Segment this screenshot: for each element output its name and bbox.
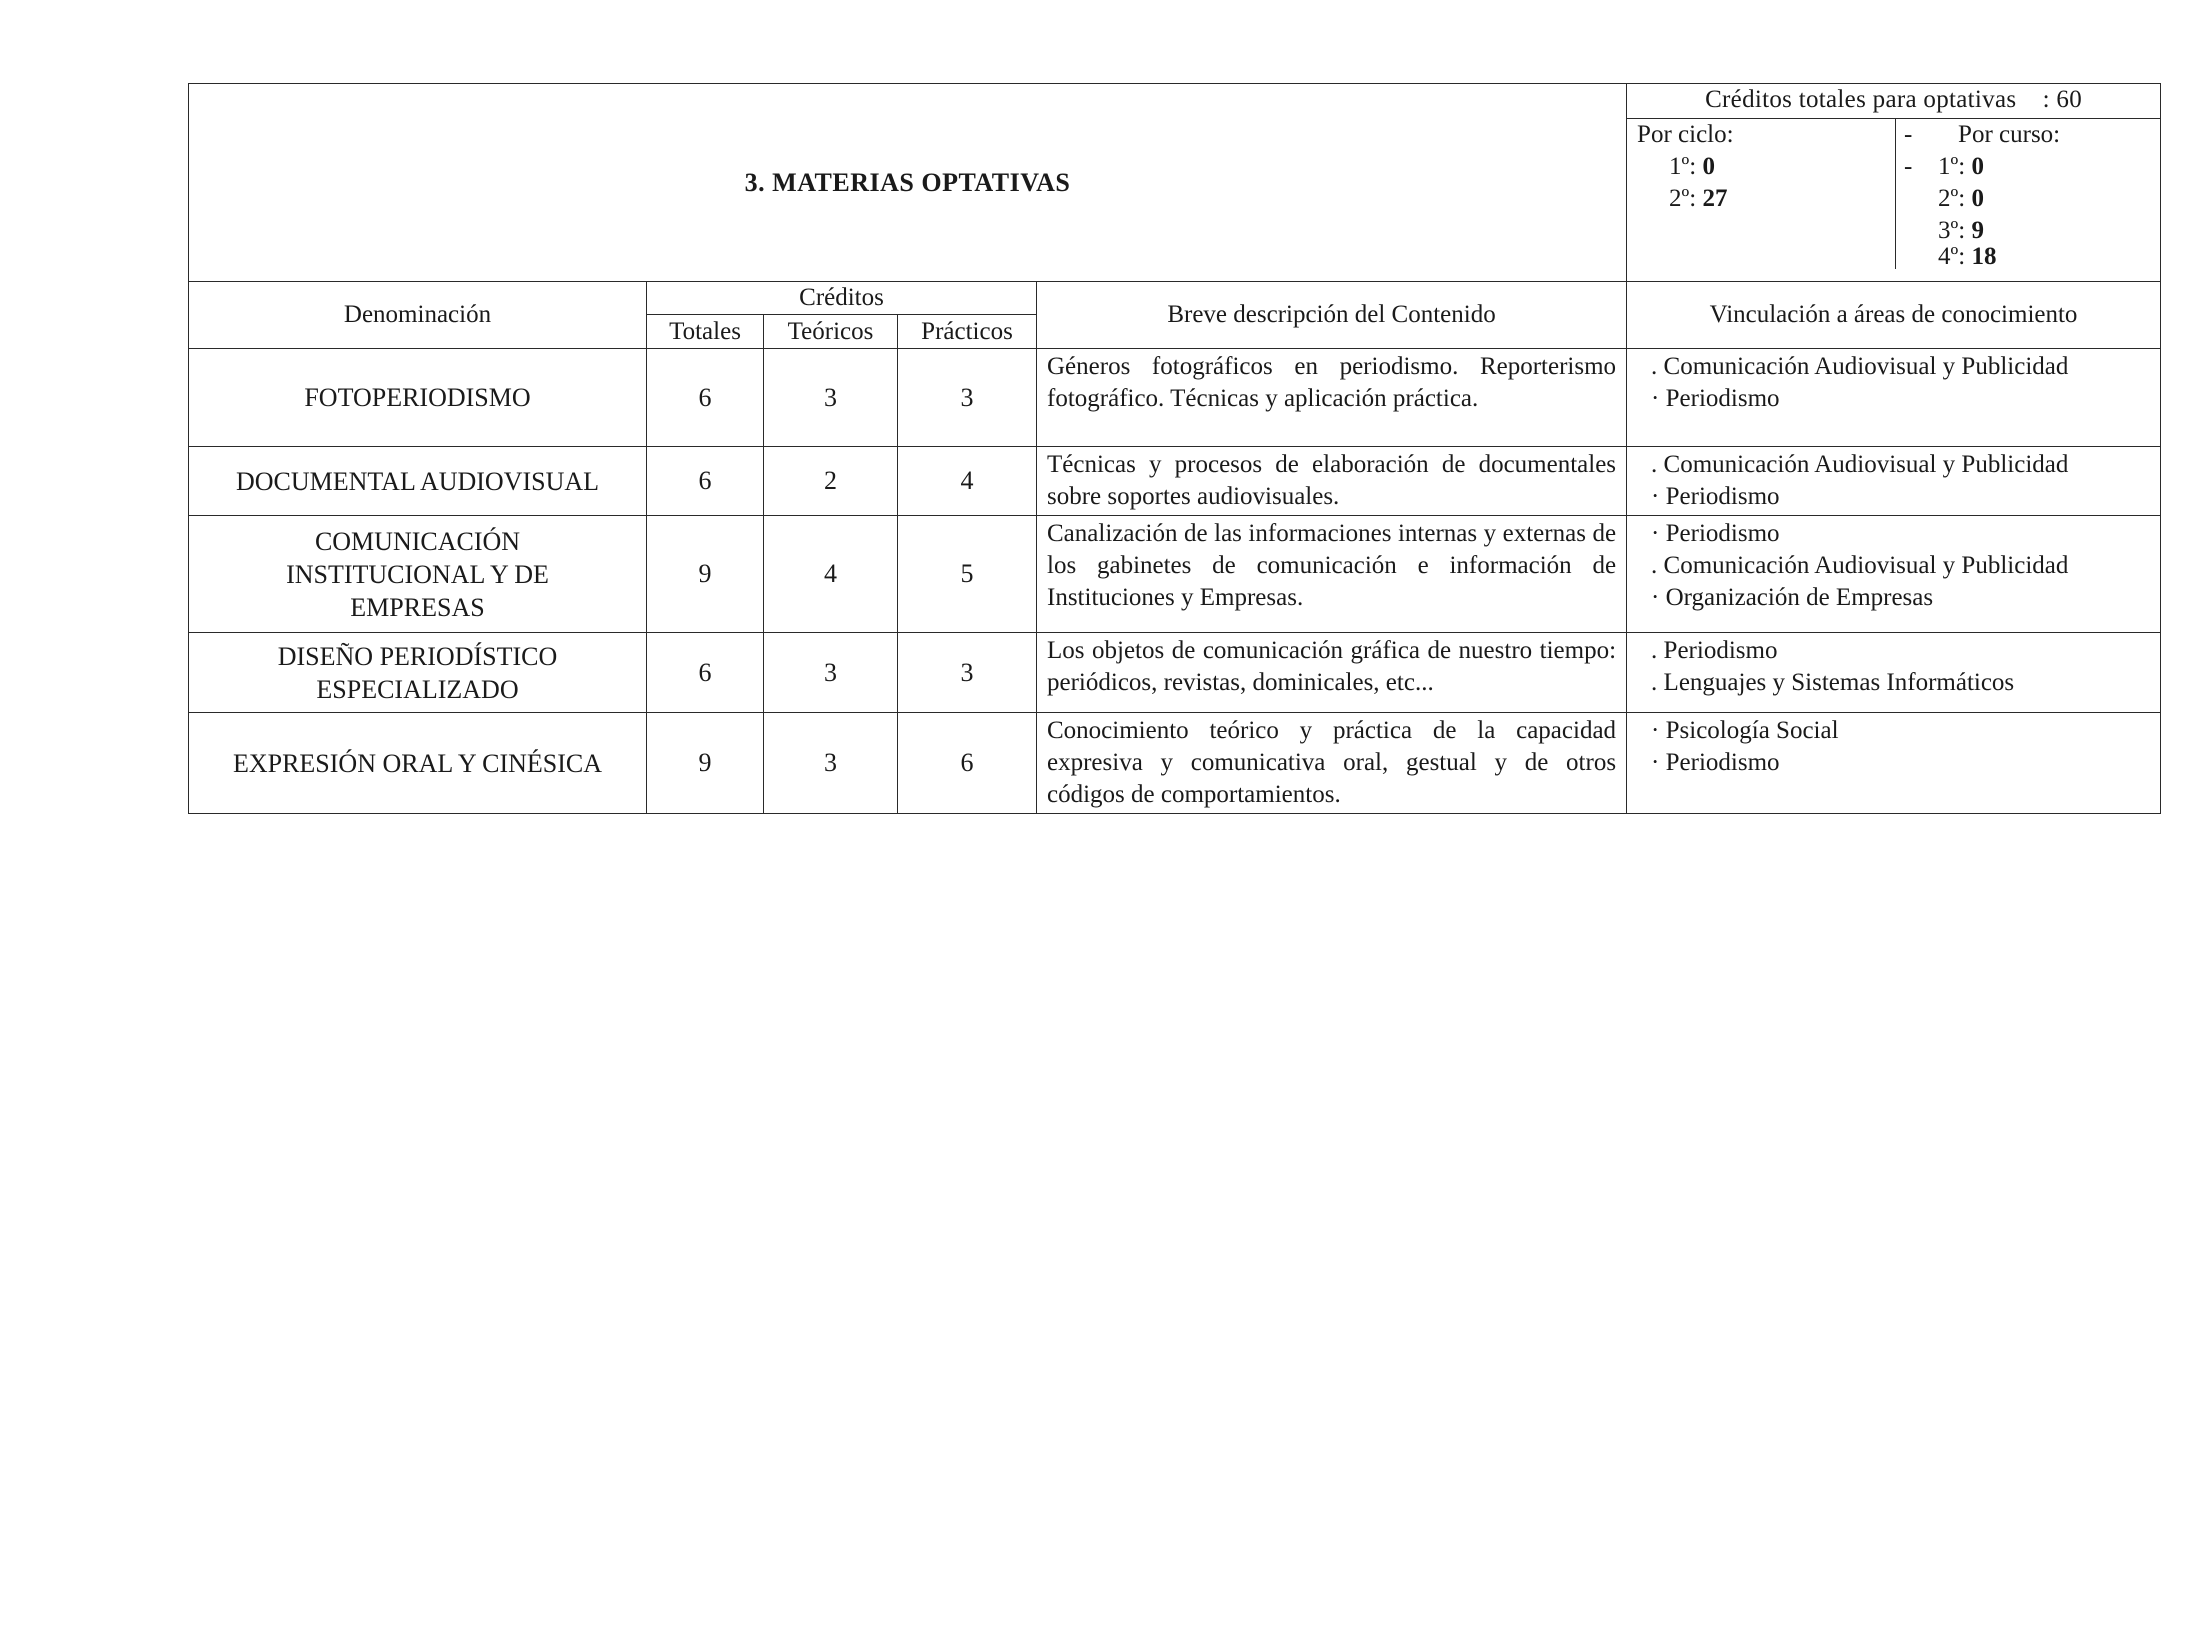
col-header-descripcion: Breve descripción del Contenido — [1037, 282, 1627, 349]
credits-practicos: 4 — [898, 447, 1037, 516]
credits-teoricos: 4 — [764, 516, 898, 633]
subject-name: COMUNICACIÓN INSTITUCIONAL Y DE EMPRESAS — [189, 516, 647, 633]
subject-name: FOTOPERIODISMO — [189, 349, 647, 447]
area-item: · Periodismo — [1651, 483, 1780, 510]
total-credits-label: Créditos totales para optativas — [1705, 86, 2017, 113]
knowledge-areas — [1627, 713, 2161, 814]
subject-description: Técnicas y procesos de elaboración de documentales sobre soportes audiovisuales. — [1037, 447, 1627, 516]
credits-summary-panel — [1627, 84, 2161, 282]
table-row — [189, 349, 2161, 447]
col-header-denominacion: Denominación — [189, 282, 647, 349]
subject-name: DOCUMENTAL AUDIOVISUAL — [189, 447, 647, 516]
credits-teoricos: 3 — [764, 713, 898, 814]
area-item: · Periodismo — [1651, 520, 1780, 547]
col-header-practicos: Prácticos — [898, 315, 1037, 349]
area-item: · Periodismo — [1651, 385, 1780, 412]
total-credits-value: : 60 — [2042, 86, 2082, 113]
subject-name: DISEÑO PERIODÍSTICO ESPECIALIZADO — [189, 633, 647, 713]
area-item: . Lenguajes y Sistemas Informáticos — [1651, 669, 2015, 696]
credits-practicos: 6 — [898, 713, 1037, 814]
total-credits — [1627, 84, 2160, 119]
subject-description: Conocimiento teórico y práctica de la capacidad expresiva y comunicativa oral, gestual y de otros códigos de comportamientos. — [1037, 713, 1627, 814]
optional-subjects-table — [188, 83, 2161, 814]
credits-teoricos: 3 — [764, 349, 898, 447]
credits-totales: 6 — [647, 633, 764, 713]
credits-per-cycle — [1627, 119, 1896, 269]
credits-totales: 6 — [647, 349, 764, 447]
col-header-vinculacion: Vinculación a áreas de conocimiento — [1627, 282, 2161, 349]
course-3: 3º: 9 — [1938, 217, 1984, 244]
credits-totales: 9 — [647, 516, 764, 633]
area-item: . Comunicación Audiovisual y Publicidad — [1651, 552, 2069, 579]
area-item: · Psicología Social — [1651, 717, 1839, 744]
document-sheet — [188, 83, 2160, 814]
knowledge-areas — [1627, 516, 2161, 633]
col-header-totales: Totales — [647, 315, 764, 349]
cycle-1: 1º: 0 — [1669, 153, 1715, 180]
table-row — [189, 633, 2161, 713]
area-item: . Comunicación Audiovisual y Publicidad — [1651, 451, 2069, 478]
table-row — [189, 516, 2161, 633]
credits-totales: 9 — [647, 713, 764, 814]
credits-practicos: 3 — [898, 633, 1037, 713]
credits-teoricos: 2 — [764, 447, 898, 516]
table-row — [189, 713, 2161, 814]
credits-practicos: 3 — [898, 349, 1037, 447]
col-header-teoricos: Teóricos — [764, 315, 898, 349]
area-item: . Comunicación Audiovisual y Publicidad — [1651, 353, 2069, 380]
area-item: . Periodismo — [1651, 637, 1778, 664]
subject-description: Canalización de las informaciones internas y externas de los gabinetes de comunicación e información de Instituciones y Empresas. — [1037, 516, 1627, 633]
course-1: 1º: 0 — [1938, 153, 1984, 180]
col-header-creditos: Créditos — [647, 282, 1037, 315]
cycle-2: 2º: 27 — [1669, 185, 1728, 212]
subject-name: EXPRESIÓN ORAL Y CINÉSICA — [189, 713, 647, 814]
credits-totales: 6 — [647, 447, 764, 516]
knowledge-areas — [1627, 633, 2161, 713]
per-cycle-label: Por ciclo: — [1637, 121, 1734, 148]
subject-description: Los objetos de comunicación gráfica de nuestro tiempo: periódicos, revistas, dominicales, etc... — [1037, 633, 1627, 713]
credits-per-course: - - Por curso: 1º: 0 2º: 0 3º: 9 4º: 18 — [1904, 121, 2061, 270]
credits-practicos: 5 — [898, 516, 1037, 633]
subject-description: Géneros fotográficos en periodismo. Reporterismo fotográfico. Técnicas y aplicación práctica. — [1037, 349, 1627, 447]
credits-teoricos: 3 — [764, 633, 898, 713]
course-2: 2º: 0 — [1938, 185, 1984, 212]
knowledge-areas — [1627, 349, 2161, 447]
area-item: · Organización de Empresas — [1651, 584, 1934, 611]
section-title: 3. MATERIAS OPTATIVAS — [189, 84, 1627, 282]
area-item: · Periodismo — [1651, 749, 1780, 776]
per-course-label: Por curso: — [1958, 121, 2061, 148]
table-row — [189, 447, 2161, 516]
course-4: 4º: 18 — [1938, 243, 1997, 270]
knowledge-areas — [1627, 447, 2161, 516]
